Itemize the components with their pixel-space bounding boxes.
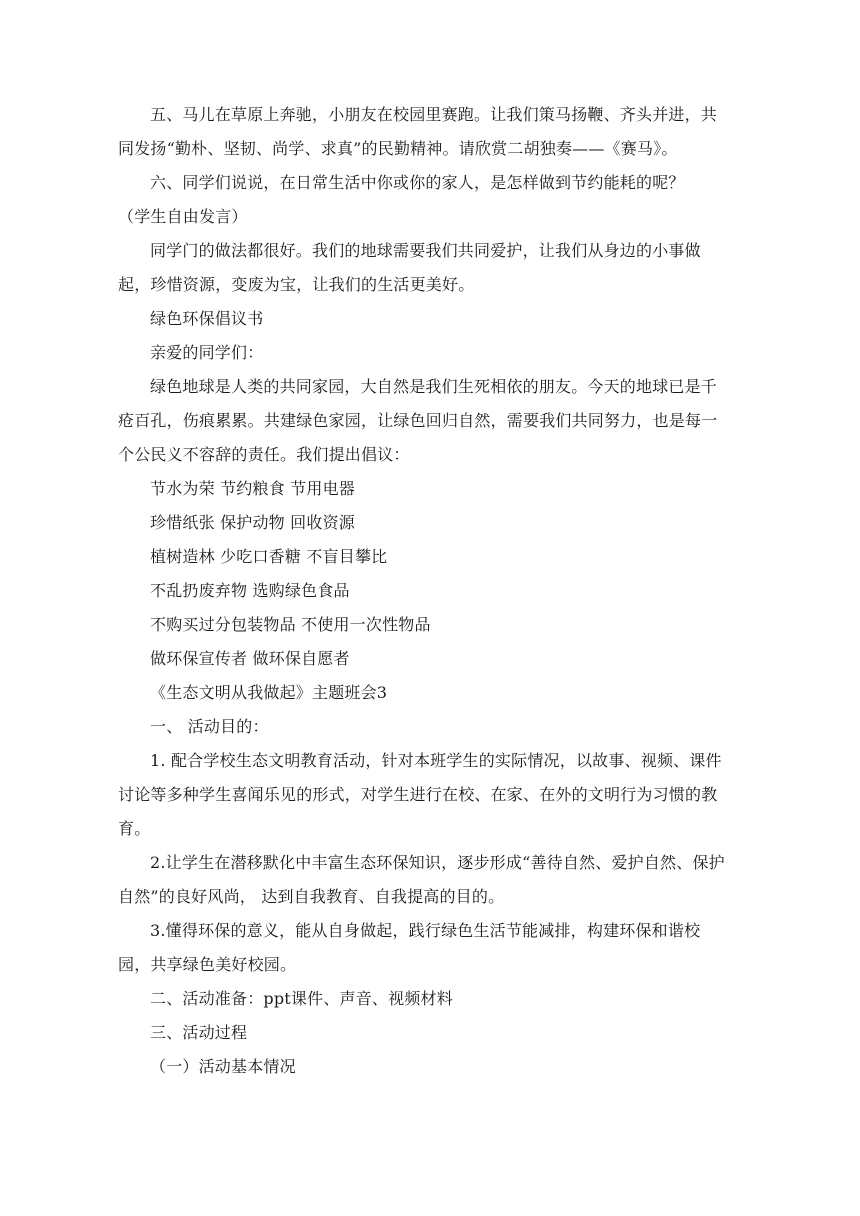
paragraph-classmates-comment: 同学门的做法都很好。我们的地球需要我们共同爱护，让我们从身边的小事做起，珍惜资源，变废为宝，让我们的生活更美好。 [118,241,701,294]
heading-activity-process: 三、活动过程 [150,1023,248,1042]
paragraph-student-speech: （学生自由发言） [118,207,248,226]
section-title: 《生态文明从我做起》主题班会3 [150,683,388,702]
goal-item-2: 2.让学生在潜移默化中丰富生态环保知识，逐步形成“善待自然、爱护自然、保护自然”的良好风尚， 达到自我教育、自我提高的目的。 [118,853,725,906]
document-body [118,98,728,1084]
proposal-line: 不乱扔废弃物 选购绿色食品 [150,581,350,600]
proposal-line: 植树造林 少吃口香糖 不盲目攀比 [150,547,388,566]
paragraph-horse-race: 五、马儿在草原上奔驰，小朋友在校园里赛跑。让我们策马扬鞭、齐头并进，共同发扬“勤朴、坚韧、尚学、求真”的民勤精神。请欣赏二胡独奏——《赛马》。 [118,105,718,158]
proposal-line: 做环保宣传者 做环保自愿者 [150,649,350,668]
paragraph-energy-question: 六、同学们说说，在日常生活中你或你的家人，是怎样做到节约能耗的呢？ [150,173,685,192]
goal-item-1: 1. 配合学校生态文明教育活动，针对本班学生的实际情况，以故事、视频、课件讨论等多种学生喜闻乐见的形式，对学生进行在校、在家、在外的文明行为习惯的教育。 [118,751,722,838]
proposal-salutation: 亲爱的同学们： [150,343,264,362]
proposal-line: 不购买过分包装物品 不使用一次性物品 [150,615,431,634]
goal-item-3: 3.懂得环保的意义，能从自身做起，践行绿色生活节能减排，构建环保和谐校园，共享绿色美好校园。 [118,921,701,974]
proposal-intro: 绿色地球是人类的共同家园，大自然是我们生死相依的朋友。今天的地球已是千疮百孔，伤痕累累。共建绿色家园，让绿色回归自然，需要我们共同努力，也是每一个公民义不容辞的责任。我们提出倡议： [118,377,718,464]
heading-activity-preparation: 二、活动准备：ppt课件、声音、视频材料 [150,989,453,1008]
proposal-line: 节水为荣 节约粮食 节用电器 [150,479,355,498]
proposal-title: 绿色环保倡议书 [150,309,264,328]
heading-activity-goals: 一、 活动目的： [150,717,269,736]
proposal-line: 珍惜纸张 保护动物 回收资源 [150,513,355,532]
subheading-basic-info: （一）活动基本情况 [150,1057,296,1076]
